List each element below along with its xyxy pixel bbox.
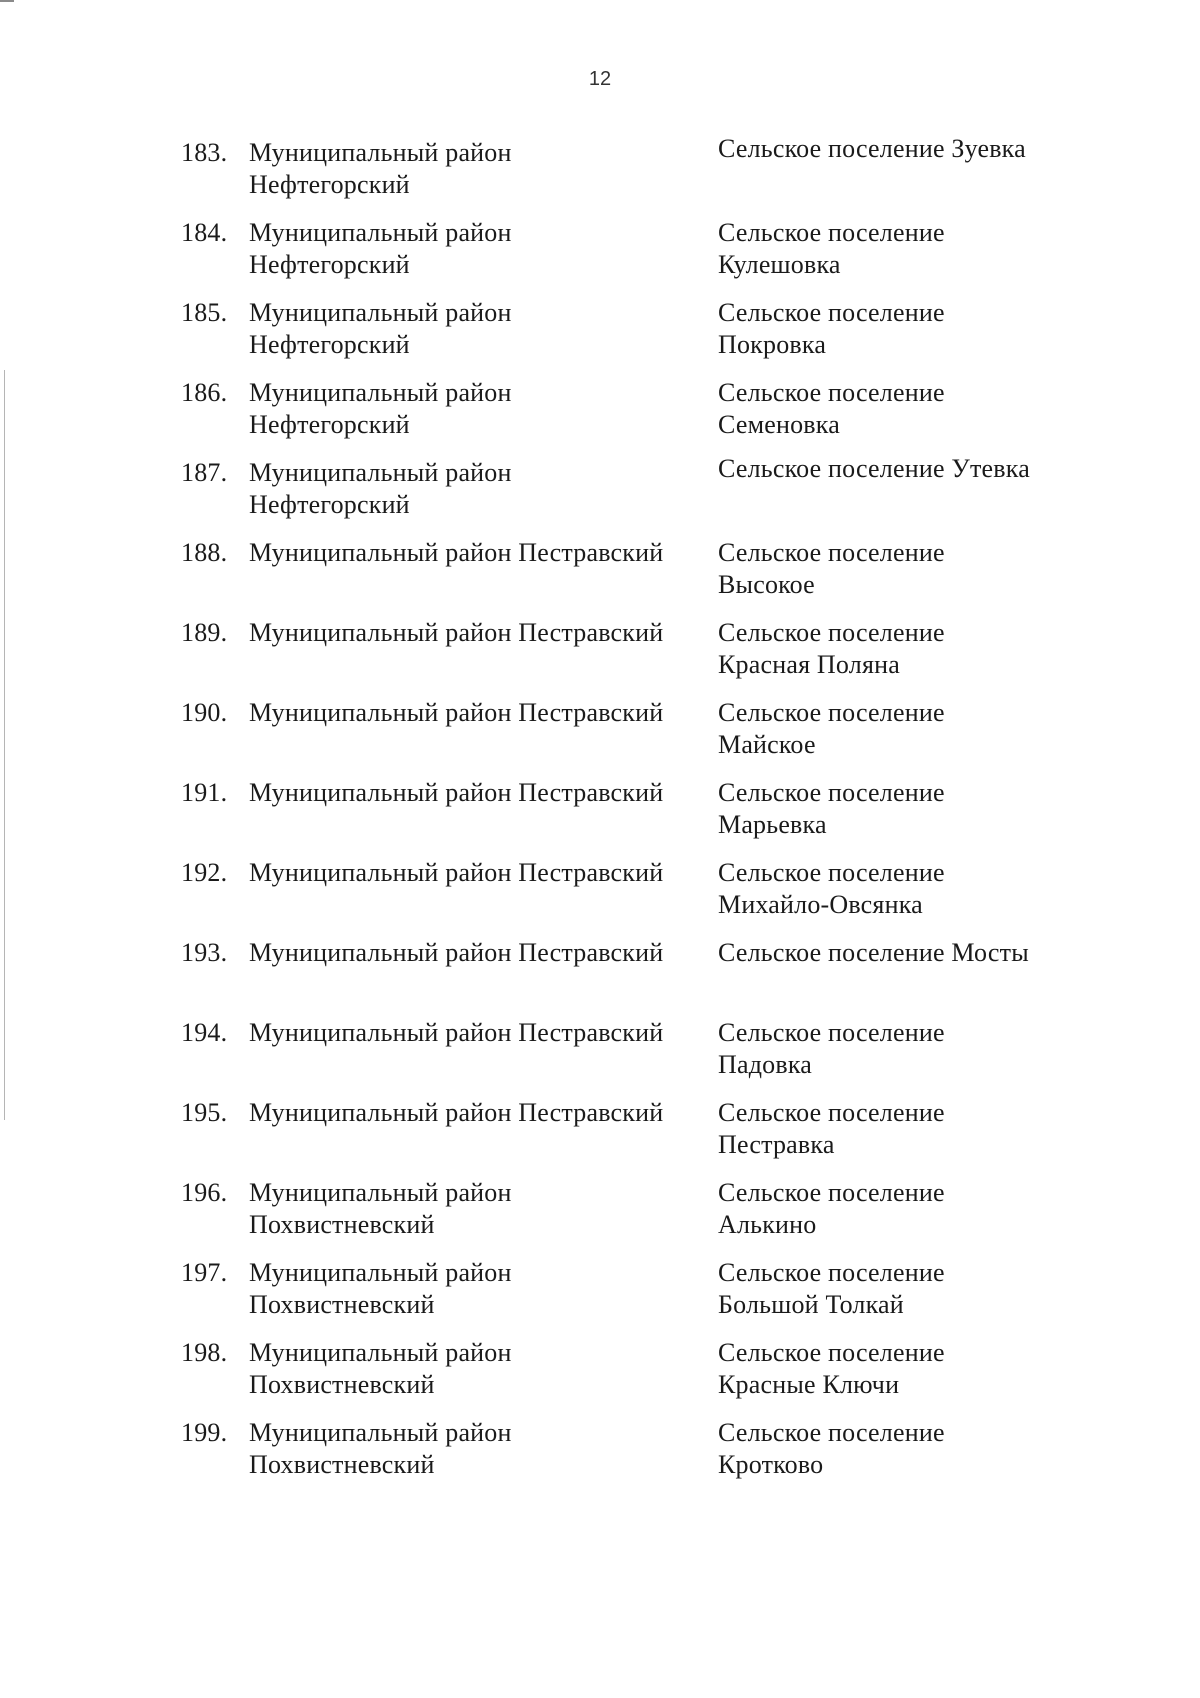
district-name [249, 137, 709, 201]
district-line: Похвистневский [249, 1210, 435, 1239]
district-line: Муниципальный район [249, 378, 512, 407]
settlement-name [718, 1337, 1078, 1401]
settlement-line: Сельское поселение [718, 298, 945, 327]
district-line: Муниципальный район Пестравский [249, 538, 664, 567]
settlement-line: Сельское поселение [718, 858, 945, 887]
item-number: 183. [181, 138, 228, 167]
district-name [249, 457, 709, 521]
list-item [0, 377, 1200, 457]
district-line: Муниципальный район Пестравский [249, 1018, 664, 1047]
settlement-line: Сельское поселение [718, 378, 945, 407]
item-number: 184. [181, 218, 228, 247]
list-item [0, 454, 1200, 537]
list-item [0, 777, 1200, 857]
item-number: 199. [181, 1418, 228, 1447]
district-name [249, 777, 709, 809]
settlement-name [718, 537, 1078, 601]
list-item [0, 297, 1200, 377]
settlement-name [718, 133, 1078, 165]
district-line: Похвистневский [249, 1290, 435, 1319]
item-number: 194. [181, 1018, 228, 1047]
list-item [0, 1257, 1200, 1337]
district-name [249, 697, 709, 729]
list-item [0, 1417, 1200, 1497]
item-number: 196. [181, 1178, 228, 1207]
settlement-line: Красные Ключи [718, 1370, 900, 1399]
settlement-line: Сельское поселение Зуевка [718, 134, 1026, 163]
settlement-name [718, 1417, 1078, 1481]
settlement-line: Алькино [718, 1210, 817, 1239]
list-item [0, 1337, 1200, 1417]
district-line: Муниципальный район Пестравский [249, 698, 664, 727]
settlement-name [718, 453, 1078, 485]
item-number: 191. [181, 778, 228, 807]
district-name [249, 857, 709, 889]
scan-mark-top-left [0, 0, 14, 2]
settlement-line: Кулешовка [718, 250, 841, 279]
district-line: Нефтегорский [249, 250, 410, 279]
list-item [0, 1177, 1200, 1257]
settlement-line: Сельское поселение Мосты [718, 938, 1029, 967]
district-name [249, 377, 709, 441]
district-line: Нефтегорский [249, 490, 410, 519]
list-item [0, 697, 1200, 777]
settlement-line: Сельское поселение [718, 1418, 945, 1447]
settlement-line: Сельское поселение [718, 1018, 945, 1047]
settlement-line: Сельское поселение [718, 778, 945, 807]
district-name [249, 1097, 709, 1129]
district-line: Муниципальный район [249, 1418, 512, 1447]
district-line: Похвистневский [249, 1450, 435, 1479]
item-number: 188. [181, 538, 228, 567]
district-line: Нефтегорский [249, 410, 410, 439]
settlement-name [718, 937, 1078, 969]
settlement-line: Красная Поляна [718, 650, 900, 679]
list-item [0, 1097, 1200, 1177]
settlement-line: Марьевка [718, 810, 827, 839]
settlement-line: Сельское поселение [718, 1258, 945, 1287]
settlement-line: Большой Толкай [718, 1290, 904, 1319]
list-item [0, 937, 1200, 1017]
item-number: 185. [181, 298, 228, 327]
settlement-line: Сельское поселение [718, 698, 945, 727]
settlement-name [718, 377, 1078, 441]
district-name [249, 1177, 709, 1241]
district-line: Муниципальный район [249, 458, 512, 487]
settlement-list [0, 134, 1200, 1497]
list-item [0, 134, 1200, 217]
district-line: Муниципальный район [249, 1258, 512, 1287]
district-line: Муниципальный район [249, 218, 512, 247]
district-line: Муниципальный район Пестравский [249, 858, 664, 887]
district-line: Нефтегорский [249, 330, 410, 359]
settlement-line: Падовка [718, 1050, 812, 1079]
item-number: 197. [181, 1258, 228, 1287]
item-number: 186. [181, 378, 228, 407]
settlement-line: Михайло-Овсянка [718, 890, 923, 919]
settlement-line: Покровка [718, 330, 827, 359]
settlement-name [718, 857, 1078, 921]
settlement-name [718, 697, 1078, 761]
district-name [249, 217, 709, 281]
settlement-line: Семеновка [718, 410, 840, 439]
item-number: 189. [181, 618, 228, 647]
settlement-line: Майское [718, 730, 816, 759]
district-name [249, 937, 709, 969]
settlement-line: Сельское поселение [718, 538, 945, 567]
district-line: Муниципальный район Пестравский [249, 618, 664, 647]
list-item [0, 217, 1200, 297]
settlement-line: Сельское поселение [718, 1098, 945, 1127]
settlement-line: Кротково [718, 1450, 824, 1479]
item-number: 192. [181, 858, 228, 887]
settlement-name [718, 617, 1078, 681]
settlement-name [718, 777, 1078, 841]
settlement-name [718, 297, 1078, 361]
settlement-line: Высокое [718, 570, 815, 599]
district-line: Нефтегорский [249, 170, 410, 199]
district-name [249, 537, 709, 569]
settlement-line: Сельское поселение [718, 618, 945, 647]
list-item [0, 617, 1200, 697]
page-number: 12 [588, 68, 612, 90]
item-number: 198. [181, 1338, 228, 1367]
list-item [0, 857, 1200, 937]
district-line: Похвистневский [249, 1370, 435, 1399]
settlement-line: Сельское поселение [718, 1338, 945, 1367]
item-number: 195. [181, 1098, 228, 1127]
district-line: Муниципальный район [249, 1178, 512, 1207]
district-name [249, 1337, 709, 1401]
district-line: Муниципальный район Пестравский [249, 778, 664, 807]
district-line: Муниципальный район Пестравский [249, 1098, 664, 1127]
district-name [249, 1257, 709, 1321]
settlement-line: Сельское поселение [718, 1178, 945, 1207]
settlement-name [718, 1017, 1078, 1081]
district-name [249, 1017, 709, 1049]
settlement-name [718, 1257, 1078, 1321]
settlement-line: Сельское поселение Утевка [718, 454, 1030, 483]
item-number: 193. [181, 938, 228, 967]
district-name [249, 297, 709, 361]
item-number: 187. [181, 458, 228, 487]
settlement-line: Сельское поселение [718, 218, 945, 247]
district-line: Муниципальный район [249, 1338, 512, 1367]
list-item [0, 537, 1200, 617]
item-number: 190. [181, 698, 228, 727]
district-name [249, 1417, 709, 1481]
settlement-line: Пестравка [718, 1130, 835, 1159]
district-line: Муниципальный район [249, 298, 512, 327]
settlement-name [718, 1097, 1078, 1161]
district-line: Муниципальный район [249, 138, 512, 167]
settlement-name [718, 217, 1078, 281]
list-item [0, 1017, 1200, 1097]
district-name [249, 617, 709, 649]
district-line: Муниципальный район Пестравский [249, 938, 664, 967]
settlement-name [718, 1177, 1078, 1241]
